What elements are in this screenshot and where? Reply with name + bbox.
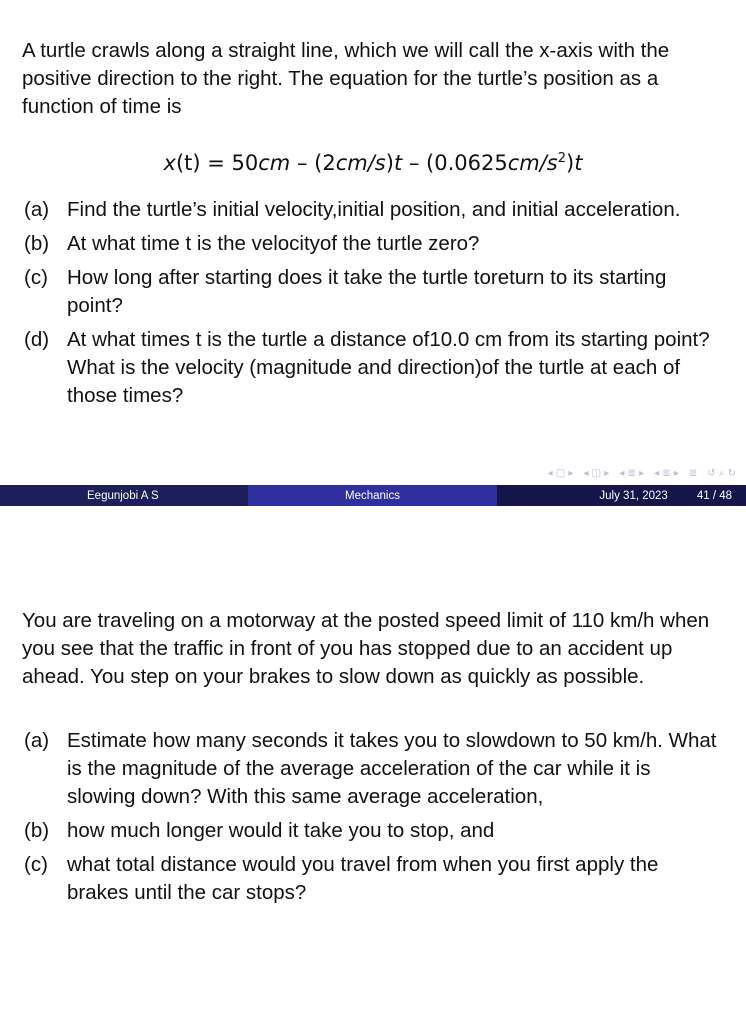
motorway-problem-intro: You are traveling on a motorway at the posted speed limit of 110 km/h when you see that the traffic in front of you has stopped due to an accident up ahead. You step on your brakes to slow down as quickly as possible. [22, 609, 710, 688]
eq-term1: 50 [231, 151, 259, 175]
beamer-navigation [548, 466, 736, 480]
question-text: At what times t is the turtle a distance of10.0 cm from its starting point? What is the velocity (magnitude and direction)of the turtle at each of those times? [67, 328, 710, 407]
question-marker: (d) [24, 328, 50, 351]
eq-term2-close: ) [385, 151, 394, 175]
eq-term3-exp: 2 [557, 151, 567, 166]
question-item-c [24, 851, 724, 907]
question-text: how much longer would it take you to stop, and [67, 819, 495, 842]
footer-right [497, 485, 746, 506]
nav-subsection-icon[interactable]: ◂ ◫ ▸ [583, 467, 610, 479]
slide-turtle-problem [0, 0, 746, 506]
eq-term1-unit: cm [258, 151, 291, 175]
turtle-problem-intro: A turtle crawls along a straight line, which we will call the x-axis with the positive direction to the right. The equation for the turtle’s position as a function of time is [22, 39, 670, 118]
question-marker: (b) [24, 232, 50, 255]
nav-align-icon[interactable]: ≣ [688, 467, 698, 479]
eq-equals: = [200, 151, 232, 175]
eq-minus1: – [290, 151, 315, 175]
question-item-a [24, 727, 724, 811]
slide-motorway-problem [0, 560, 746, 1024]
question-item-c [24, 264, 724, 320]
eq-minus2: – [402, 151, 427, 175]
slide-footer [0, 485, 746, 506]
question-text: How long after starting does it take the turtle toreturn to its starting point? [67, 266, 667, 317]
motorway-question-list [24, 727, 724, 913]
question-marker: (b) [24, 819, 50, 842]
footer-date: July 31, 2023 [599, 489, 668, 502]
eq-term3-open: (0.0625 [426, 151, 508, 175]
eq-term3-var: t [574, 151, 583, 175]
question-text: Find the turtle’s initial velocity,initial position, and initial acceleration. [67, 198, 681, 221]
eq-term2-var: t [393, 151, 403, 175]
eq-term2-open: (2 [314, 151, 336, 175]
question-marker: (a) [24, 198, 50, 221]
footer-title: Mechanics [248, 485, 497, 506]
question-item-d [24, 326, 724, 410]
question-item-b [24, 230, 724, 258]
eq-term2-unit: cm/s [335, 151, 386, 175]
question-text: At what time t is the velocityof the turtle zero? [67, 232, 480, 255]
question-marker: (a) [24, 729, 50, 752]
eq-lhs-arg: (t) [175, 151, 201, 175]
question-text: what total distance would you travel from when you first apply the brakes until the car stops? [67, 853, 659, 904]
turtle-question-list [24, 196, 724, 416]
nav-chapter-icon[interactable]: ◂ ≣ ▸ [654, 467, 679, 479]
nav-search-icon[interactable]: ↺ ⌕ ↻ [707, 467, 736, 479]
question-marker: (c) [24, 266, 48, 289]
question-item-a [24, 196, 724, 224]
footer-author: Eegunjobi A S [0, 485, 248, 506]
footer-page-number: 41 / 48 [696, 489, 732, 502]
eq-lhs-var: x [163, 151, 176, 175]
nav-frame-icon[interactable]: ◂ ▢ ▸ [547, 467, 574, 479]
position-equation [0, 145, 746, 177]
question-item-b [24, 817, 724, 845]
eq-term3-close: ) [566, 151, 575, 175]
eq-term3-unit: cm/s [507, 151, 558, 175]
nav-section-icon[interactable]: ◂ ≣ ▸ [619, 467, 645, 479]
question-text: Estimate how many seconds it takes you to slowdown to 50 km/h. What is the magnitude of the average acceleration of the car while it is slowing down? With this same average acceleration, [67, 729, 717, 808]
question-marker: (c) [24, 853, 48, 876]
